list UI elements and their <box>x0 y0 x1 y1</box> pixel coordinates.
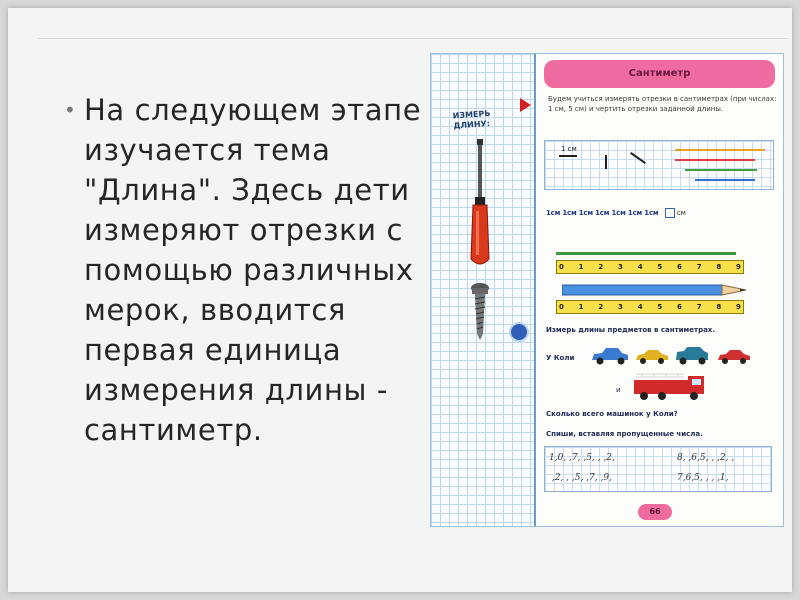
number-sequence-grid <box>544 446 772 492</box>
ruler-mark: 5 <box>657 303 663 311</box>
measure-task: Измерь длины предметов в сантиметрах. <box>546 326 715 334</box>
ruler-mark: 0 <box>559 263 564 271</box>
ruler-mark: 5 <box>657 263 663 271</box>
ruler-mark: 8 <box>716 263 722 271</box>
lesson-intro: Будем учиться измерять отрезки в сантиметрах (при числах: 1 см, 5 см) и чертить отрезки заданной длины. <box>548 95 777 113</box>
question-label: Сколько всего машинок у Коли? <box>546 410 678 418</box>
ruler-mark: 8 <box>716 303 722 311</box>
segment <box>685 169 757 171</box>
ruler-mark: 4 <box>637 263 643 271</box>
ruler-mark: 6 <box>677 303 682 311</box>
screw-icon <box>469 282 491 342</box>
textbook-content <box>536 54 783 526</box>
green-line <box>556 252 736 255</box>
bullet-icon: • <box>64 98 76 122</box>
triangle-marker-icon <box>520 98 531 112</box>
answer-box <box>665 208 675 218</box>
sequence-2: 8, ,6,5, , ,2, , <box>677 453 735 463</box>
screwdriver-icon <box>465 139 495 269</box>
ruler-mark: 2 <box>598 263 604 271</box>
segment <box>695 179 755 181</box>
segment <box>559 155 577 157</box>
ruler-1 <box>556 260 744 274</box>
navigation-dot-icon <box>509 322 529 342</box>
sequence-3: ,2, , ,5, ,7, ,9, <box>549 473 612 483</box>
page-number: 66 <box>638 504 672 520</box>
segment <box>675 159 755 161</box>
car-red-icon <box>716 348 752 366</box>
ruler-mark: 9 <box>736 263 741 271</box>
text-block <box>64 90 434 450</box>
ruler-2 <box>556 300 744 314</box>
ruler-mark: 3 <box>618 263 623 271</box>
lesson-title: Сантиметр <box>544 60 775 88</box>
pencil-icon <box>562 284 748 296</box>
sidebar-label: ИЗМЕРЬ ДЛИНУ: <box>452 108 491 131</box>
ruler-mark: 3 <box>618 303 623 311</box>
kolya-label: У Коли <box>546 354 575 362</box>
ruler-mark: 1 <box>578 263 584 271</box>
car-teal-icon <box>674 346 710 366</box>
ruler-mark: 7 <box>696 303 702 311</box>
cm-units-row <box>546 208 686 218</box>
segment <box>675 149 765 151</box>
car-yellow-icon <box>634 348 670 366</box>
bullet-item <box>64 90 434 450</box>
ruler-mark: 1 <box>578 303 584 311</box>
ruler-mark: 7 <box>696 263 702 271</box>
ruler-mark: 0 <box>559 303 564 311</box>
segment <box>630 152 646 164</box>
bullet-text: На следующем этапе изучается тема "Длина". Здесь дети измеряют отрезки с помощью различных мерок, вводится первая единица измерения длины - сантиметр. <box>84 93 422 447</box>
segment <box>605 155 607 169</box>
car-blue-icon <box>590 346 630 366</box>
cm-label: 1 см <box>561 145 577 153</box>
segments-grid <box>544 140 774 190</box>
unit-label: см <box>676 209 686 217</box>
copy-task: Спиши, вставляя пропущенные числа. <box>546 430 703 438</box>
and-label: и <box>616 386 621 394</box>
ruler-mark: 2 <box>598 303 604 311</box>
top-divider <box>38 38 788 39</box>
sequence-4: 7,6,5, , , ,1, <box>677 473 729 483</box>
sequence-1: 1,0, ,7, ,5, , ,2, <box>549 453 615 463</box>
fire-truck-icon <box>632 372 706 402</box>
textbook-page-image <box>430 53 784 527</box>
ruler-mark: 9 <box>736 303 741 311</box>
ruler-mark: 4 <box>637 303 643 311</box>
textbook-sidebar <box>431 54 536 526</box>
ruler-mark: 6 <box>677 263 682 271</box>
cm-units-text: 1см 1см 1см 1см 1см 1см 1см <box>546 209 659 217</box>
